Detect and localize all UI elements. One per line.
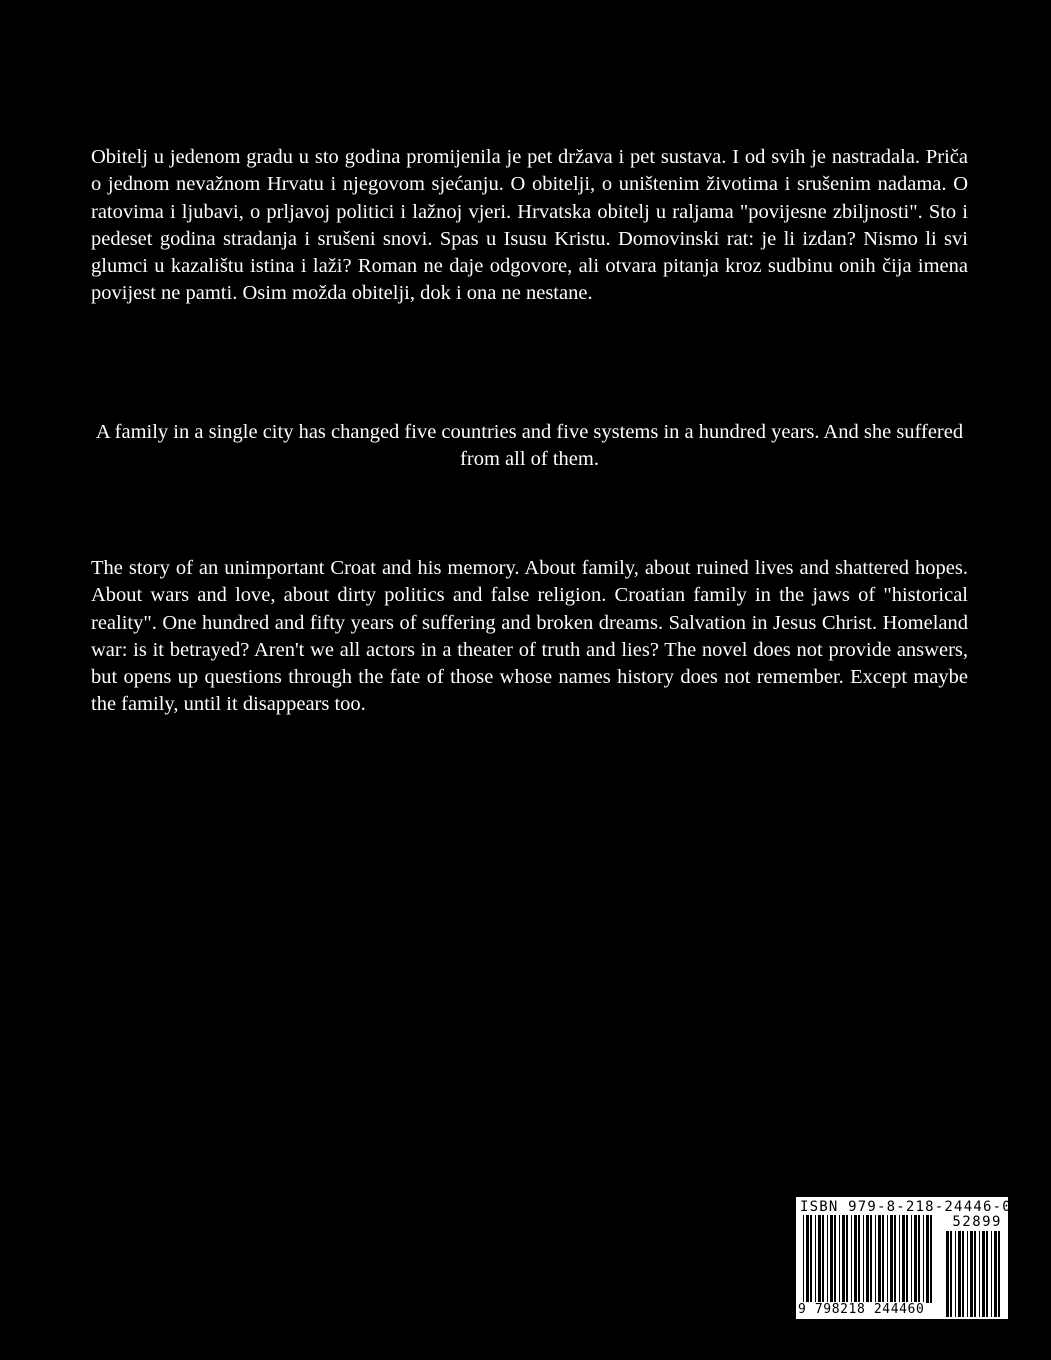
barcode-bar	[887, 1215, 888, 1303]
barcode-bar	[830, 1215, 833, 1303]
barcode-bar	[863, 1215, 864, 1303]
barcode-bar	[810, 1215, 812, 1303]
barcode-bar	[846, 1215, 848, 1303]
barcode-bar	[803, 1215, 804, 1303]
english-lead-paragraph: A family in a single city has changed five countries and five systems in a hundred years. And she suffered from all of them.	[95, 421, 964, 471]
english-blurb-paragraph: The story of an unimportant Croat and his memory. About family, about ruined lives and shattered hopes. About wars and love, about dirty politics and false religion. Croatian family in the jaws of "historical reality". One hundred and fifty years of suffering and broken dreams. Salvation in Jesus Christ. Homeland war: is it betrayed? Aren't we all actors in a theater of truth and lies? The novel does not provide answers, but opens up questions through the fate of those whose names history does not remember. Except maybe the family, until it disappears too.	[91, 557, 968, 716]
barcode-bar	[854, 1215, 857, 1303]
barcode-bar	[858, 1215, 860, 1303]
barcode-bar	[958, 1231, 961, 1317]
barcode-bar	[899, 1215, 900, 1303]
barcode-bar	[918, 1215, 920, 1303]
barcode-bar	[970, 1231, 973, 1317]
barcode-bar	[950, 1231, 952, 1317]
barcode-bar	[878, 1215, 881, 1303]
barcode-bar	[994, 1231, 997, 1317]
barcode-bar	[991, 1231, 992, 1317]
barcode-bar	[962, 1231, 964, 1317]
barcode-digits: 9 798218 244460	[798, 1302, 925, 1317]
barcode-bar	[806, 1215, 809, 1303]
barcode-bar	[955, 1231, 956, 1317]
barcode-bar	[818, 1215, 821, 1303]
barcode-price-code: 52899	[952, 1214, 1002, 1230]
isbn-barcode	[795, 1196, 1012, 1320]
barcode-bar	[967, 1231, 968, 1317]
barcode-bar	[851, 1215, 852, 1303]
barcode-bar	[986, 1231, 988, 1317]
barcode-bar	[890, 1215, 893, 1303]
barcode-bar	[875, 1215, 876, 1303]
barcode-bar	[834, 1215, 836, 1303]
barcode-bar	[822, 1215, 824, 1303]
barcode-bar	[974, 1231, 976, 1317]
barcode-bar	[839, 1215, 840, 1303]
barcode-bar	[982, 1231, 985, 1317]
barcode-bar	[894, 1215, 896, 1303]
croatian-blurb-paragraph: Obitelj u jedenom gradu u sto godina promijenila je pet država i pet sustava. I od svih je nastradala. Priča o jednom nevažnom Hrvatu i njegovom sjećanju. O obitelji, o uništenim životima i srušenim nadama. O ratovima i ljubavi, o prljavoj politici i lažnoj vjeri. Hrvatska obitelj u raljama "povijesne zbiljnosti". Sto i pedeset godina stradanja i srušeni snovi. Spas u Isusu Kristu. Domovinski rat: je li izdan? Nismo li svi glumci u kazalištu istina i laži? Roman ne daje odgovore, ali otvara pitanja kroz sudbinu onih čija imena povijest ne pamti. Osim možda obitelji, dok i ona ne nestane.	[91, 146, 968, 305]
barcode-bar	[914, 1215, 917, 1303]
barcode-bar	[827, 1215, 828, 1303]
isbn-label: ISBN 979-8-218-24446-0	[800, 1199, 1012, 1215]
barcode-bar	[882, 1215, 884, 1303]
barcode-bar	[979, 1231, 980, 1317]
barcode-addon-bars	[946, 1231, 1002, 1317]
barcode-bar	[923, 1215, 924, 1303]
barcode-bar	[815, 1215, 816, 1303]
barcode-bar	[911, 1215, 912, 1303]
barcode-bar	[870, 1215, 872, 1303]
barcode-bar	[866, 1215, 869, 1303]
barcode-bar	[902, 1215, 905, 1303]
barcode-bar	[930, 1215, 932, 1303]
barcode-bar	[842, 1215, 845, 1303]
barcode-bar	[926, 1215, 929, 1303]
barcode-bar	[906, 1215, 908, 1303]
barcode-bar	[946, 1231, 949, 1317]
barcode-bar	[998, 1231, 1000, 1317]
barcode-main-bars	[803, 1215, 935, 1303]
